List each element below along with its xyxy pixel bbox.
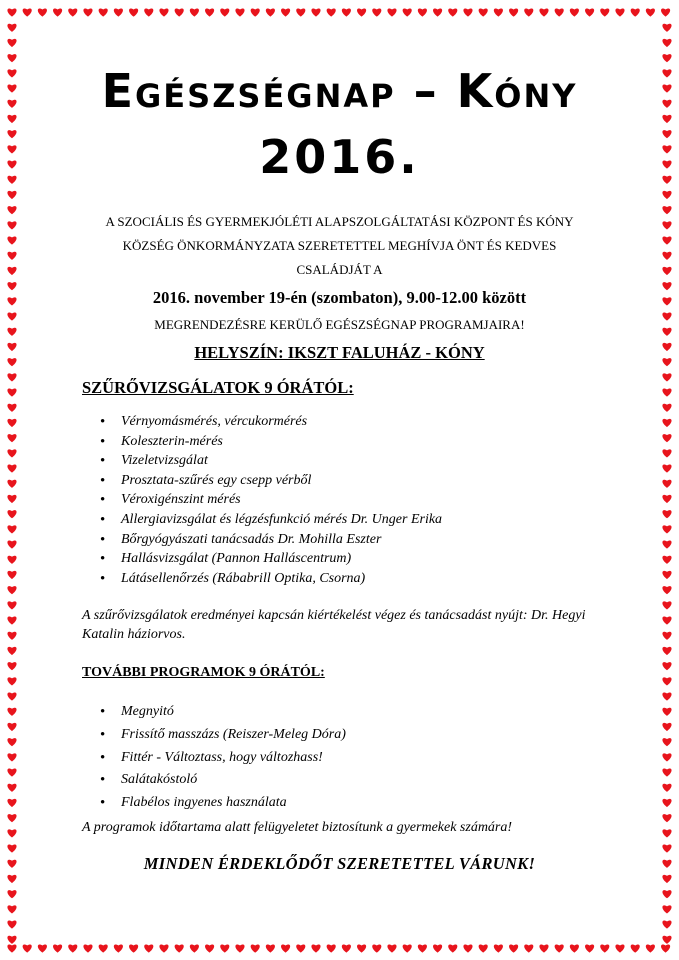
list-item: • Véroxigénszint mérés [100,492,442,512]
list-item: • Fittér - Változtass, hogy változhass! [100,750,346,773]
intro-line-2: KÖZSÉG ÖNKORMÁNYZATA SZERETETTEL MEGHÍVJA ÖNT ÉS KEDVES [122,238,557,253]
programs-list [100,704,346,818]
list-item: • Hallásvizsgálat (Pannon Halláscentrum) [100,551,442,571]
programs-heading: TOVÁBBI PROGRAMOK 9 ÓRÁTÓL: [82,665,325,680]
list-item: • Koleszterin-mérés [100,434,442,454]
list-item: • Látásellenőrzés (Rábabrill Optika, Csorna) [100,571,442,591]
list-item: • Vizeletvizsgálat [100,453,442,473]
screening-note: A szűrővizsgálatok eredményei kapcsán kiértékelést végez és tanácsadást nyújt: Dr. Hegyi Katalin háziorvos. [82,608,586,642]
list-item: • Salátakóstoló [100,772,346,795]
event-date-sub: MEGRENDEZÉSRE KERÜLŐ EGÉSZSÉGNAP PROGRAMJAIRA! [154,317,525,332]
list-item: • Allergiavizsgálat és légzésfunkció mérés Dr. Unger Erika [100,512,442,532]
intro-line-3: CSALÁDJÁT A [296,262,383,277]
list-item: • Frissítő masszázs (Reiszer-Meleg Dóra) [100,727,346,750]
list-item: • Flabélos ingyenes használata [100,795,346,818]
list-item: • Vérnyomásmérés, vércukormérés [100,414,442,434]
programs-note: A programok időtartama alatt felügyeletet biztosítunk a gyermekek számára! [82,820,513,835]
page-title-year: 2016. [259,130,420,184]
screening-list [100,414,442,590]
venue: HELYSZÍN: IKSZT FALUHÁZ - KÓNY [194,343,485,362]
list-item: • Prosztata-szűrés egy csepp vérből [100,473,442,493]
intro-line-1: A SZOCIÁLIS ÉS GYERMEKJÓLÉTI ALAPSZOLGÁLTATÁSI KÖZPONT ÉS KÓNY [105,214,574,229]
list-item: • Bőrgyógyászati tanácsadás Dr. Mohilla Eszter [100,532,442,552]
screening-heading: SZŰRŐVIZSGÁLATOK 9 ÓRÁTÓL: [82,378,354,397]
page-title: Egészségnap – Kóny [101,64,578,118]
closing-text: MINDEN ÉRDEKLŐDŐT SZERETETTEL VÁRUNK! [143,854,536,873]
event-date: 2016. november 19-én (szombaton), 9.00-12.00 között [152,288,527,307]
list-item: • Megnyitó [100,704,346,727]
